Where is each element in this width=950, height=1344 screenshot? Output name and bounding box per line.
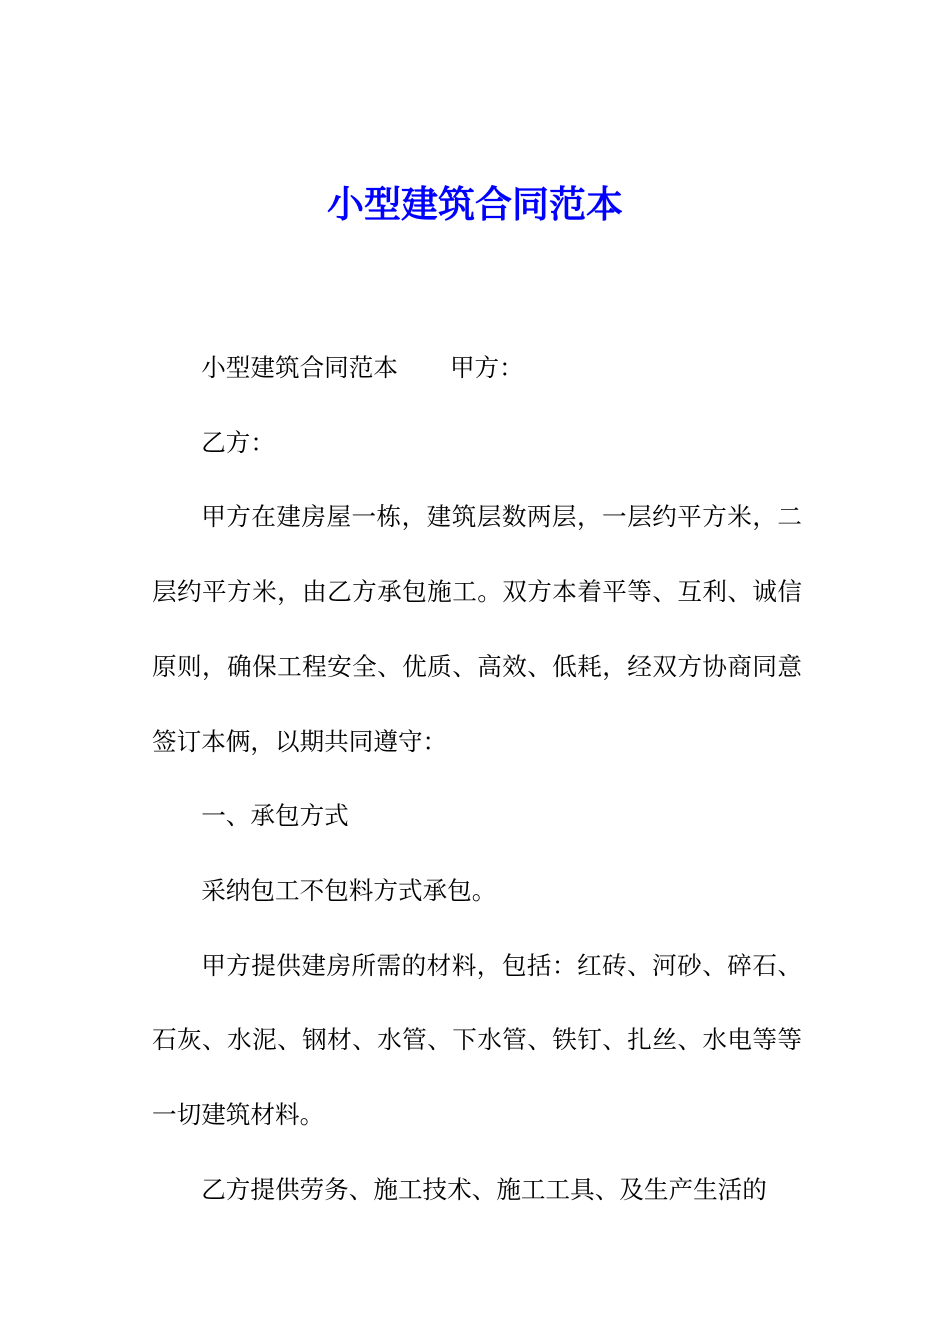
party-a-label: 甲方： — [449, 353, 524, 382]
materials-paragraph: 甲方提供建房所需的材料，包括：红砖、河砂、碎石、石灰、水泥、钢材、水管、下水管、铁钉、扎丝、水电等等一切建筑材料。 — [152, 950, 802, 1130]
intro-paragraph — [152, 331, 802, 406]
labor-paragraph: 乙方提供劳务、施工技术、施工工具、及生产生活的 — [201, 1174, 767, 1204]
project-description-paragraph: 甲方在建房屋一栋，建筑层数两层，一层约平方米，二层约平方米，由乙方承包施工。双方本着平等、互利、诚信原则，确保工程安全、优质、高效、低耗，经双方协商同意签订本俩，以期共同遵守： — [152, 502, 802, 756]
contract-method-paragraph: 采纳包工不包料方式承包。 — [201, 875, 497, 905]
intro-prefix: 小型建筑合同范本 — [201, 353, 398, 382]
party-b-paragraph: 乙方： — [201, 427, 275, 457]
document-title: 小型建筑合同范本 — [327, 182, 623, 226]
section-heading-contract-method: 一、承包方式 — [201, 801, 349, 831]
document-body — [152, 331, 802, 1227]
